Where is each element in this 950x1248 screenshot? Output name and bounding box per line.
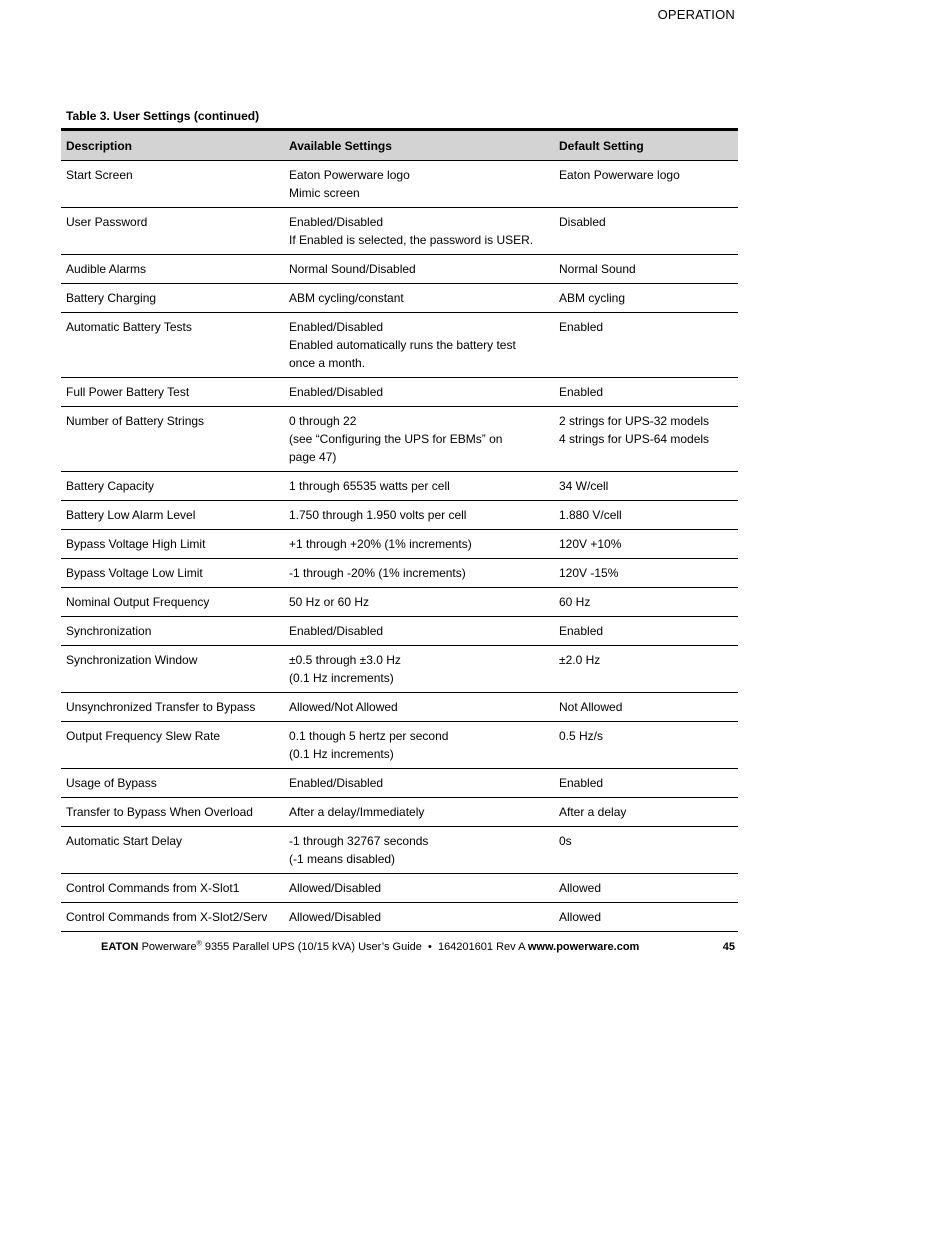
cell-default-setting: [554, 208, 738, 255]
cell-available-settings-line: Enabled/Disabled: [289, 320, 384, 334]
table-row: [61, 798, 738, 827]
table-row: [61, 693, 738, 722]
cell-available-settings: [284, 472, 554, 501]
cell-description: User Password: [61, 208, 284, 255]
cell-default-setting: [554, 530, 738, 559]
table-row: [61, 313, 738, 378]
cell-default-setting-line: Allowed: [559, 881, 602, 895]
table-row: [61, 530, 738, 559]
cell-default-setting-line: 34 W/cell: [559, 479, 609, 493]
cell-available-settings-line: 0 through 22: [289, 414, 357, 428]
table-row: [61, 208, 738, 255]
cell-available-settings: [284, 798, 554, 827]
cell-available-settings: [284, 588, 554, 617]
cell-available-settings: [284, 827, 554, 874]
cell-available-settings-line: page 47): [289, 450, 337, 464]
cell-default-setting: [554, 559, 738, 588]
cell-available-settings-line: ABM cycling/constant: [289, 291, 404, 305]
cell-default-setting-line: Enabled: [559, 320, 604, 334]
cell-available-settings-line: 0.1 though 5 hertz per second: [289, 729, 449, 743]
cell-description: Audible Alarms: [61, 255, 284, 284]
cell-available-settings: [284, 646, 554, 693]
cell-description: Bypass Voltage High Limit: [61, 530, 284, 559]
cell-default-setting: [554, 378, 738, 407]
cell-default-setting: [554, 407, 738, 472]
cell-available-settings-line: (0.1 Hz increments): [289, 747, 394, 761]
cell-available-settings-line: Allowed/Disabled: [289, 910, 382, 924]
cell-description: Automatic Start Delay: [61, 827, 284, 874]
cell-available-settings: [284, 769, 554, 798]
cell-default-setting-line: 120V +10%: [559, 537, 622, 551]
cell-available-settings: [284, 501, 554, 530]
cell-available-settings: [284, 617, 554, 646]
cell-available-settings: [284, 378, 554, 407]
cell-available-settings-line: +1 through +20% (1% increments): [289, 537, 472, 551]
cell-description: Battery Capacity: [61, 472, 284, 501]
cell-default-setting-line: Disabled: [559, 215, 606, 229]
cell-available-settings-line: Enabled/Disabled: [289, 624, 384, 638]
cell-available-settings-line: Mimic screen: [289, 186, 360, 200]
footer-title: 9355 Parallel UPS (10/15 kVA) User’s Guide • 164201601 Rev A: [201, 941, 528, 953]
cell-description: Synchronization Window: [61, 646, 284, 693]
cell-available-settings: [284, 161, 554, 208]
table-caption: Table 3. User Settings (continued): [66, 109, 260, 123]
table-row: [61, 874, 738, 903]
cell-description: Control Commands from X-Slot2/Serv: [61, 903, 284, 932]
cell-available-settings-line: -1 through 32767 seconds: [289, 834, 429, 848]
table-row: [61, 407, 738, 472]
cell-description: Automatic Battery Tests: [61, 313, 284, 378]
table-row: [61, 769, 738, 798]
cell-default-setting: [554, 874, 738, 903]
cell-description: Unsynchronized Transfer to Bypass: [61, 693, 284, 722]
table-row: [61, 255, 738, 284]
cell-available-settings: [284, 874, 554, 903]
cell-default-setting: [554, 769, 738, 798]
footer-registered-mark: ®: [196, 940, 202, 948]
cell-default-setting-line: Enabled: [559, 624, 604, 638]
table-row: [61, 827, 738, 874]
cell-description: Full Power Battery Test: [61, 378, 284, 407]
cell-default-setting-line: Enabled: [559, 776, 604, 790]
column-header-available-settings: Available Settings: [284, 130, 554, 161]
table-row: [61, 588, 738, 617]
cell-available-settings: [284, 255, 554, 284]
cell-description: Start Screen: [61, 161, 284, 208]
cell-default-setting: [554, 617, 738, 646]
cell-default-setting-line: 0s: [559, 834, 572, 848]
cell-default-setting-line: Enabled: [559, 385, 604, 399]
cell-default-setting: [554, 161, 738, 208]
cell-available-settings-line: ±0.5 through ±3.0 Hz: [289, 653, 401, 667]
cell-default-setting-line: 60 Hz: [559, 595, 591, 609]
cell-description: Battery Charging: [61, 284, 284, 313]
cell-description: Control Commands from X-Slot1: [61, 874, 284, 903]
cell-available-settings-line: (-1 means disabled): [289, 852, 396, 866]
cell-description: Synchronization: [61, 617, 284, 646]
cell-description: Nominal Output Frequency: [61, 588, 284, 617]
cell-default-setting-line: ABM cycling: [559, 291, 626, 305]
cell-available-settings: [284, 903, 554, 932]
cell-default-setting-line: Allowed: [559, 910, 602, 924]
cell-description: Output Frequency Slew Rate: [61, 722, 284, 769]
cell-available-settings-line: (0.1 Hz increments): [289, 671, 394, 685]
cell-available-settings-line: 1.750 through 1.950 volts per cell: [289, 508, 467, 522]
footer-product: Powerware: [141, 941, 197, 953]
cell-default-setting-line: Not Allowed: [559, 700, 623, 714]
cell-default-setting-line: 2 strings for UPS-32 models: [559, 414, 710, 428]
cell-available-settings: [284, 530, 554, 559]
cell-default-setting: [554, 472, 738, 501]
table-body: [61, 161, 738, 932]
table-row: [61, 161, 738, 208]
cell-default-setting-line: Normal Sound: [559, 262, 636, 276]
cell-available-settings: [284, 407, 554, 472]
table-header-row: [61, 130, 738, 161]
cell-available-settings-line: Enabled/Disabled: [289, 215, 384, 229]
cell-default-setting-line: 4 strings for UPS-64 models: [559, 432, 710, 446]
cell-available-settings-line: 50 Hz or 60 Hz: [289, 595, 370, 609]
cell-default-setting-line: 120V -15%: [559, 566, 619, 580]
cell-available-settings-line: After a delay/Immediately: [289, 805, 425, 819]
user-settings-table: [61, 128, 738, 932]
cell-available-settings-line: 1 through 65535 watts per cell: [289, 479, 450, 493]
cell-default-setting: [554, 903, 738, 932]
cell-default-setting: [554, 798, 738, 827]
page-number: 45: [722, 941, 735, 953]
table-row: [61, 284, 738, 313]
cell-available-settings-line: Allowed/Disabled: [289, 881, 382, 895]
cell-available-settings-line: Eaton Powerware logo: [289, 168, 410, 182]
cell-default-setting: [554, 646, 738, 693]
cell-default-setting: [554, 284, 738, 313]
cell-available-settings-line: Enabled automatically runs the battery test: [289, 338, 516, 352]
cell-description: Bypass Voltage Low Limit: [61, 559, 284, 588]
cell-available-settings-line: once a month.: [289, 356, 366, 370]
section-header: OPERATION: [657, 7, 735, 22]
column-header-default-setting: Default Setting: [554, 130, 738, 161]
cell-available-settings-line: Allowed/Not Allowed: [289, 700, 398, 714]
user-settings-table-container: [61, 128, 738, 932]
table-row: [61, 646, 738, 693]
cell-default-setting: [554, 255, 738, 284]
footer-brand: EATON: [101, 941, 139, 953]
cell-description: Battery Low Alarm Level: [61, 501, 284, 530]
cell-default-setting-line: 1.880 V/cell: [559, 508, 622, 522]
cell-available-settings-line: Normal Sound/Disabled: [289, 262, 416, 276]
cell-default-setting: [554, 501, 738, 530]
cell-available-settings: [284, 313, 554, 378]
page-footer: [101, 941, 735, 953]
cell-available-settings: [284, 208, 554, 255]
cell-available-settings-line: If Enabled is selected, the password is USER.: [289, 233, 534, 247]
cell-description: Usage of Bypass: [61, 769, 284, 798]
cell-default-setting: [554, 827, 738, 874]
column-header-description: Description: [61, 130, 284, 161]
table-row: [61, 722, 738, 769]
cell-available-settings-line: (see “Configuring the UPS for EBMs” on: [289, 432, 503, 446]
footer-url: www.powerware.com: [527, 941, 640, 953]
cell-default-setting-line: 0.5 Hz/s: [559, 729, 604, 743]
table-row: [61, 501, 738, 530]
cell-available-settings: [284, 559, 554, 588]
cell-default-setting-line: ±2.0 Hz: [559, 653, 601, 667]
cell-default-setting: [554, 588, 738, 617]
cell-available-settings-line: Enabled/Disabled: [289, 776, 384, 790]
cell-available-settings: [284, 722, 554, 769]
table-row: [61, 378, 738, 407]
cell-available-settings-line: Enabled/Disabled: [289, 385, 384, 399]
cell-default-setting: [554, 693, 738, 722]
cell-description: Transfer to Bypass When Overload: [61, 798, 284, 827]
cell-default-setting: [554, 722, 738, 769]
table-row: [61, 617, 738, 646]
cell-default-setting: [554, 313, 738, 378]
table-row: [61, 559, 738, 588]
cell-available-settings: [284, 284, 554, 313]
cell-default-setting-line: After a delay: [559, 805, 627, 819]
cell-default-setting-line: Eaton Powerware logo: [559, 168, 680, 182]
table-row: [61, 903, 738, 932]
cell-description: Number of Battery Strings: [61, 407, 284, 472]
cell-available-settings: [284, 693, 554, 722]
cell-available-settings-line: -1 through -20% (1% increments): [289, 566, 466, 580]
table-row: [61, 472, 738, 501]
